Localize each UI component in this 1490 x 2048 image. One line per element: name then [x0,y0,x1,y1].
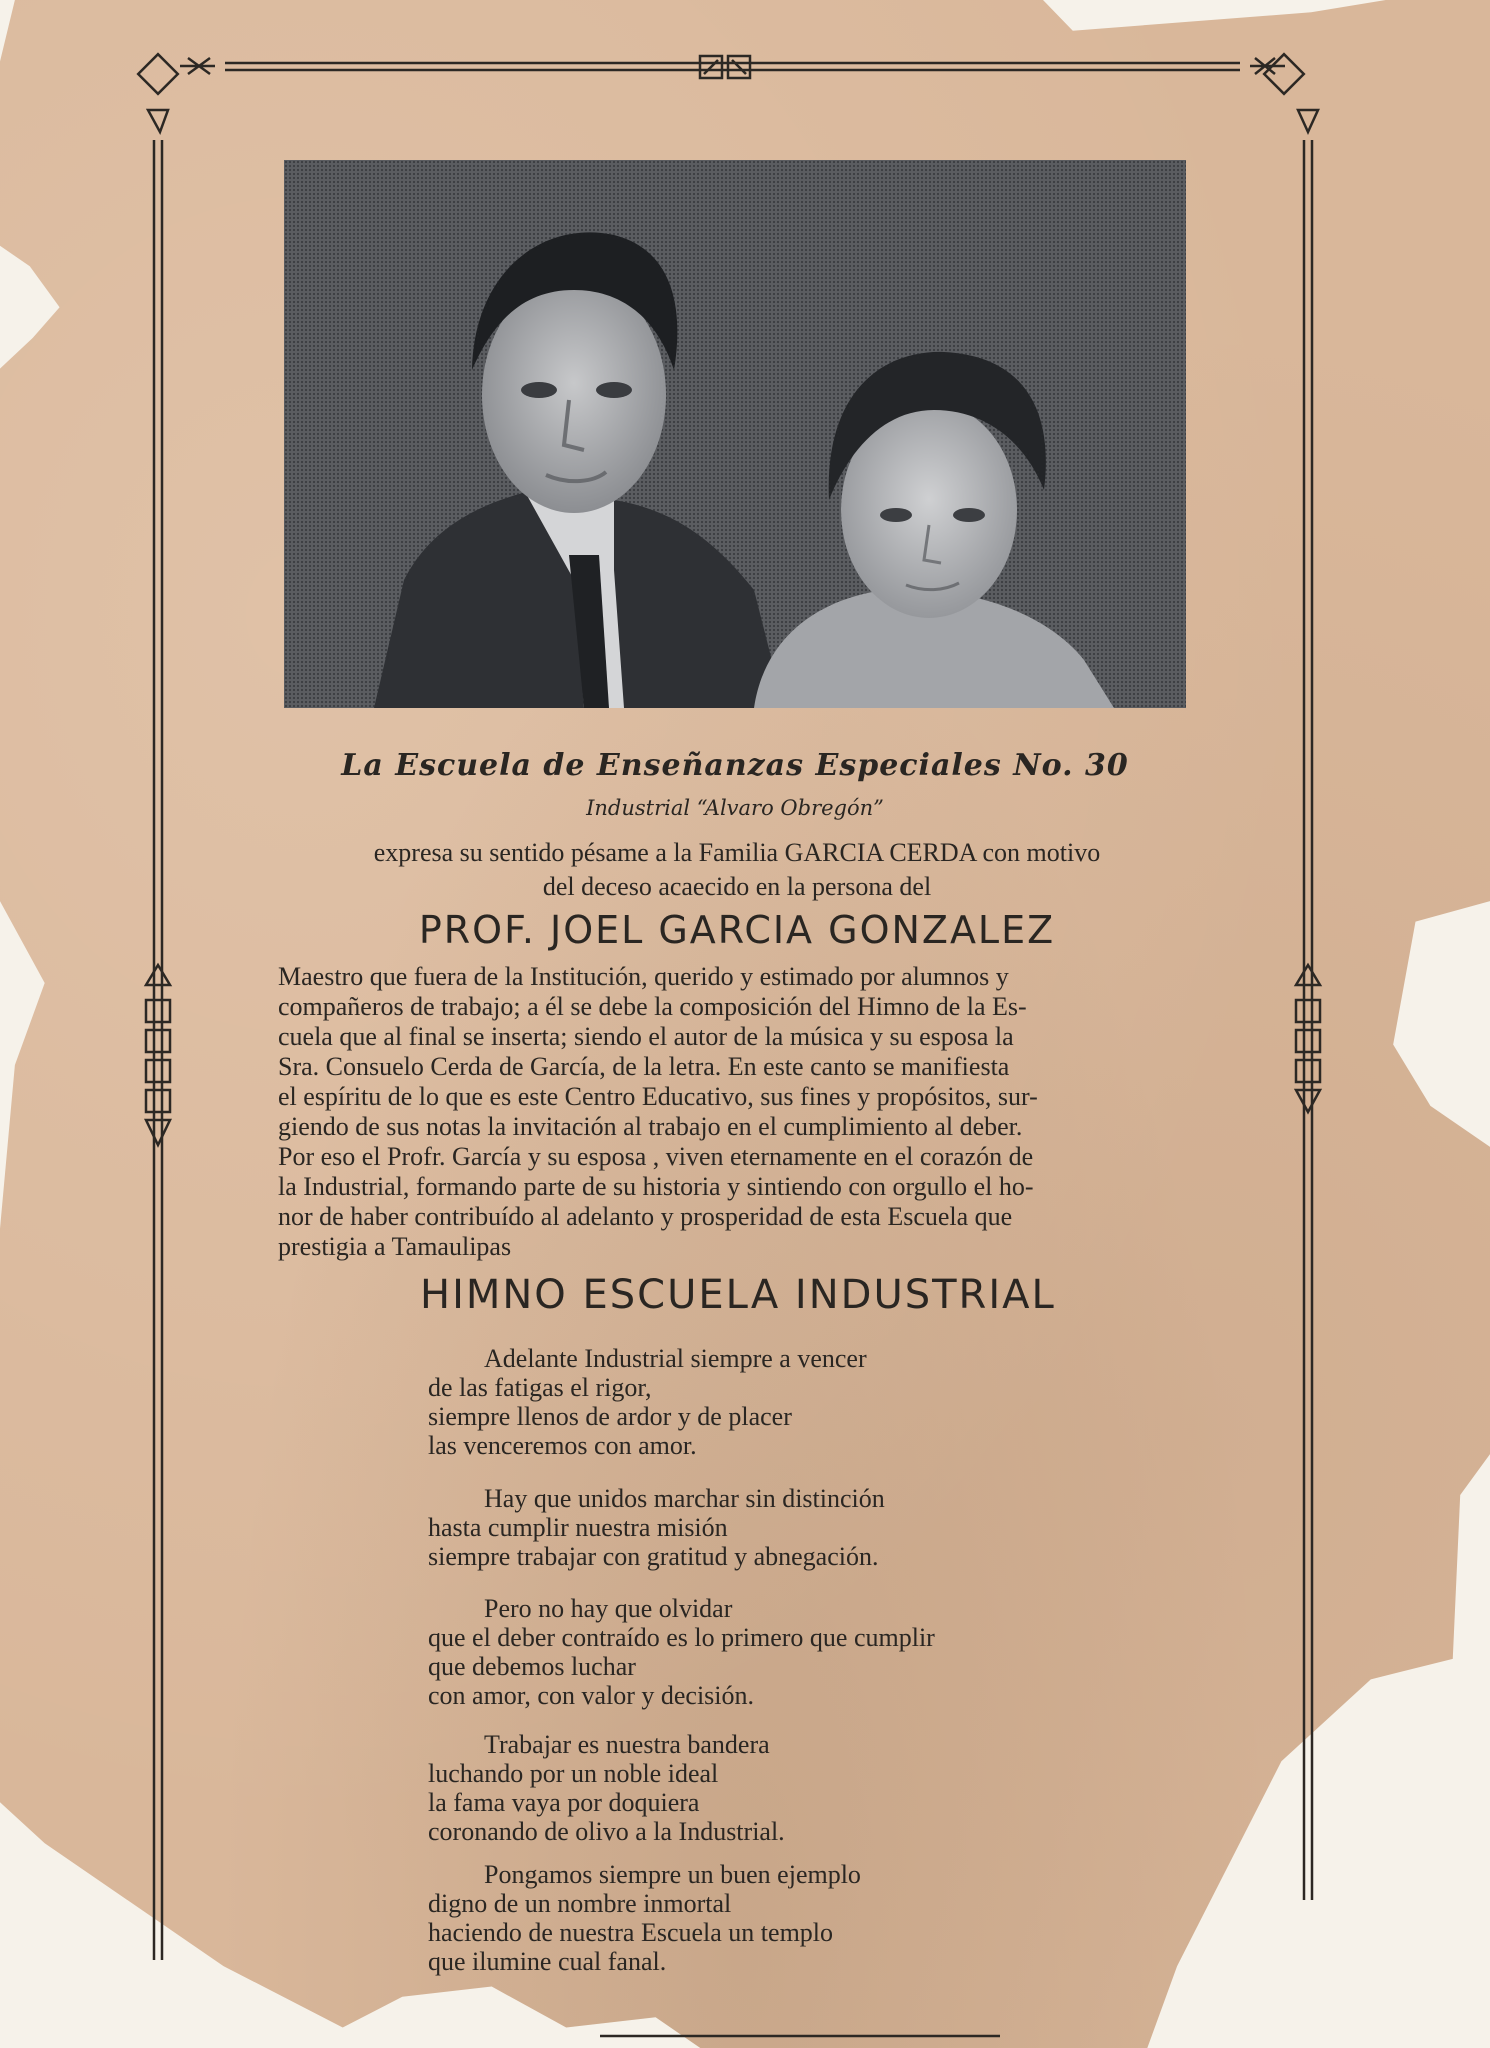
stanza-line: que ilumine cual fanal. [428,1947,667,1976]
condolence-line: del deceso acaecido en la persona del [542,872,932,901]
stanza-line: haciendo de nuestra Escuela un templo [428,1918,834,1947]
hymn-title: HIMNO ESCUELA INDUSTRIAL [420,1272,1056,1318]
stanza-line: Pero no hay que olvidar [484,1594,733,1623]
stanza-line: siempre trabajar con gratitud y abnegación. [428,1542,879,1571]
condolence-message [272,836,1202,904]
school-name-heading: La Escuela de Enseñanzas Especiales No. 30 [341,748,1129,783]
stanza-line: Pongamos siempre un buen ejemplo [484,1860,861,1889]
hymn-stanza-3 [428,1594,1128,1710]
stanza-line: con amor, con valor y decisión. [428,1681,755,1710]
condolence-line: expresa su sentido pésame a la Familia GARCIA CERDA con motivo [373,838,1101,867]
stanza-line: luchando por un noble ideal [428,1759,719,1788]
couple-portrait-image [284,160,1186,708]
stanza-line: Trabajar es nuestra bandera [484,1730,770,1759]
biography-paragraph [278,962,1214,1262]
bio-line: nor de haber contribuído al adelanto y prosperidad de esta Escuela que [278,1202,1013,1231]
hymn-stanza-4 [428,1730,1128,1846]
stanza-line: la fama vaya por doquiera [428,1788,700,1817]
stanza-line: siempre llenos de ardor y de placer [428,1402,792,1431]
bio-line: la Industrial, formando parte de su historia y sintiendo con orgullo el ho- [278,1172,1034,1201]
stanza-line: que el deber contraído es lo primero que cumplir [428,1623,935,1652]
stanza-line: que debemos luchar [428,1652,636,1681]
portrait-photo [284,160,1186,708]
bio-line: compañeros de trabajo; a él se debe la composición del Himno de la Es- [278,992,1027,1021]
hymn-stanza-2 [428,1484,1128,1571]
bio-line: Sra. Consuelo Cerda de García, de la letra. En este canto se manifiesta [278,1052,1010,1081]
bio-line: giendo de sus notas la invitación al trabajo en el cumplimiento al deber. [278,1112,1023,1141]
deceased-name: PROF. JOEL GARCIA GONZALEZ [418,908,1056,952]
bio-line: el espíritu de lo que es este Centro Educativo, sus fines y propósitos, sur- [278,1082,1038,1111]
bio-line: Por eso el Profr. García y su esposa , viven eternamente en el corazón de [278,1142,1034,1171]
stanza-line: las venceremos con amor. [428,1431,697,1460]
stanza-line: de las fatigas el rigor, [428,1373,652,1402]
stanza-line: Hay que unidos marchar sin distinción [484,1484,885,1513]
bio-line: cuela que al final se inserta; siendo el autor de la música y su esposa la [278,1022,1014,1051]
stanza-line: coronando de olivo a la Industrial. [428,1817,785,1846]
school-subtitle: Industrial “Alvaro Obregón” [586,796,884,820]
bio-line: Maestro que fuera de la Institución, querido y estimado por alumnos y [278,962,1009,991]
hymn-stanza-5 [428,1860,1128,1976]
stanza-line: Adelante Industrial siempre a vencer [484,1344,867,1373]
stanza-line: digno de un nombre inmortal [428,1889,732,1918]
hymn-stanza-1 [428,1344,1128,1460]
bio-line: prestigia a Tamaulipas [278,1232,512,1261]
stanza-line: hasta cumplir nuestra misión [428,1513,728,1542]
